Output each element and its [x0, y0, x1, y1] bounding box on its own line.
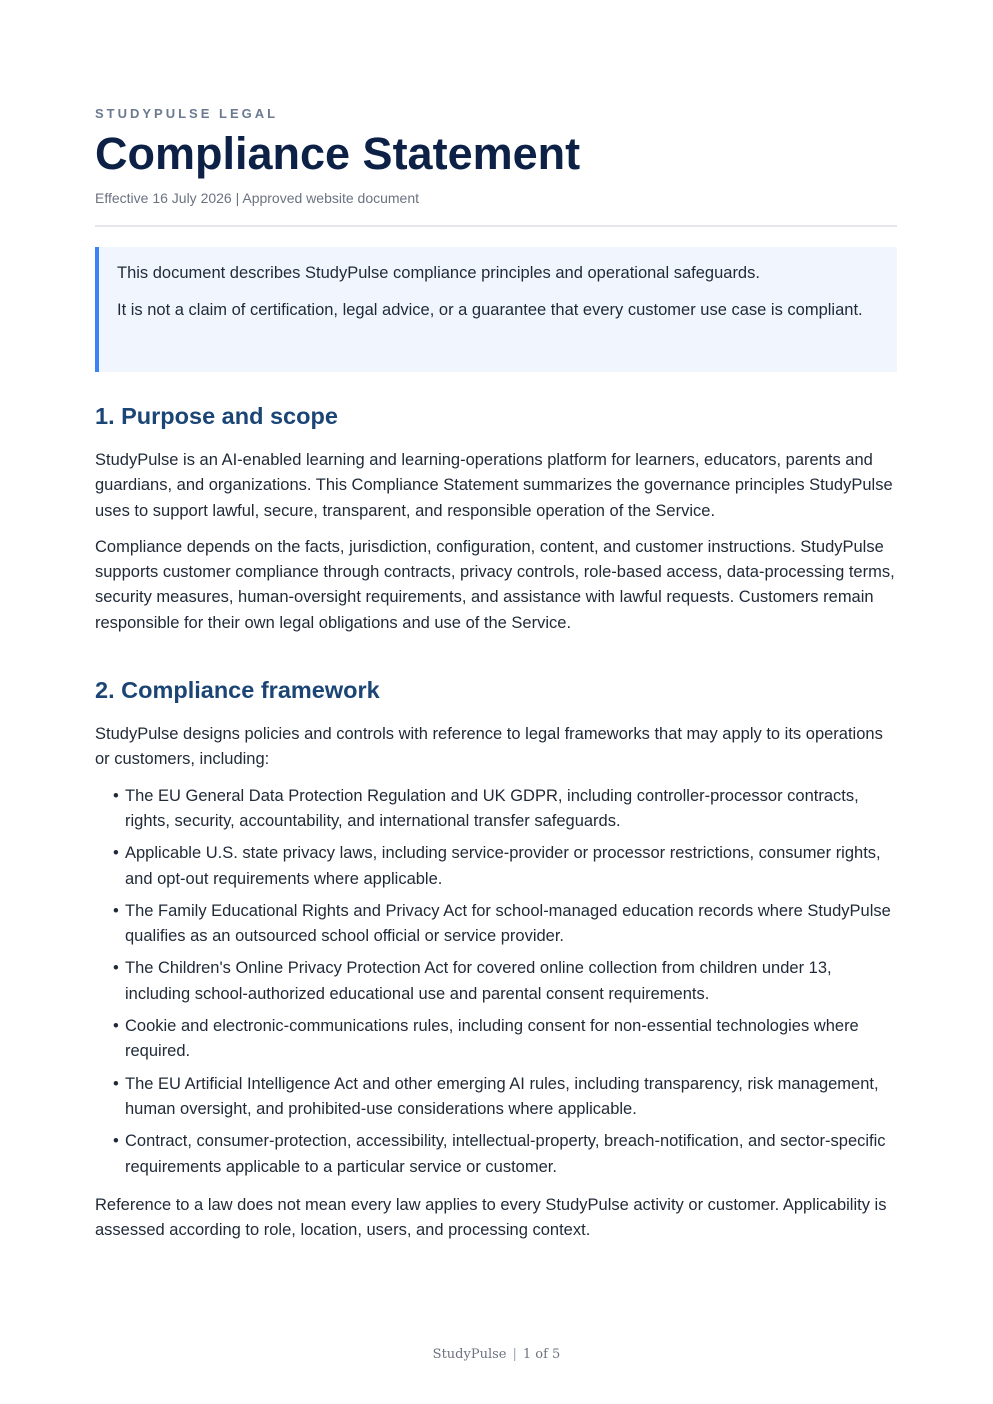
list-item-text: The EU General Data Protection Regulation and UK GDPR, including controller-processor contracts, rights, security, accountability, and international transfer safeguards.: [125, 786, 859, 830]
section-intro: StudyPulse designs policies and controls with reference to legal frameworks that may apply to its operations or customers, including:: [95, 725, 883, 769]
document-eyebrow: STUDYPULSE LEGAL: [95, 106, 279, 121]
list-item: [113, 1014, 897, 1065]
list-item-text: The Family Educational Rights and Privacy Act for school-managed education records where StudyPulse qualifies as an outsourced school official or service provider.: [125, 901, 891, 946]
section-purpose-and-scope: [95, 398, 897, 636]
list-item-text: The EU Artificial Intelligence Act and other emerging AI rules, including transparency, risk management, human oversight, and prohibited-use considerations where applicable.: [125, 1074, 879, 1118]
bullet-icon: •: [113, 1017, 119, 1036]
list-item: [113, 956, 897, 1007]
page-footer: [0, 1347, 993, 1362]
callout-paragraph: This document describes StudyPulse compliance principles and operational safeguards.: [117, 264, 760, 282]
list-item: [113, 899, 897, 950]
bullet-icon: •: [113, 1132, 119, 1151]
document-body: [95, 398, 897, 1254]
bullet-icon: •: [113, 901, 119, 920]
section-heading: 1. Purpose and scope: [95, 403, 338, 429]
bullet-icon: •: [113, 959, 119, 978]
section-paragraph: StudyPulse is an AI-enabled learning and learning-operations platform for learners, educators, parents and guardians, and organizations. This Compliance Statement summarizes the governance principles StudyPulse uses to support lawful, secure, transparent, and responsible operation of the Service.: [95, 451, 893, 520]
page-title: Compliance Statement: [95, 128, 581, 179]
page-number: 1 of 5: [522, 1347, 561, 1362]
footer-separator: |: [512, 1347, 517, 1362]
section-closing: Reference to a law does not mean every law applies to every StudyPulse activity or customer. Applicability is assessed according to role, location, users, and processing context.: [95, 1195, 887, 1240]
list-item: [113, 841, 897, 892]
list-item: [113, 1072, 897, 1123]
section-compliance-framework: [95, 672, 897, 1243]
document-meta: Effective 16 July 2026 | Approved website document: [95, 190, 420, 206]
bullet-icon: •: [113, 786, 119, 805]
section-paragraph: Compliance depends on the facts, jurisdiction, configuration, content, and customer instructions. StudyPulse supports customer compliance through contracts, privacy controls, role-based access, data-processing terms, security measures, human-oversight requirements, and assistance with lawful requests. Customers remain responsible for their own legal obligations and use of the Service.: [95, 537, 895, 632]
bullet-icon: •: [113, 1074, 119, 1093]
bullet-icon: •: [113, 844, 119, 863]
callout-paragraph: It is not a claim of certification, legal advice, or a guarantee that every customer use case is compliant.: [117, 301, 863, 319]
list-item: [113, 784, 897, 835]
footer-brand: StudyPulse: [432, 1347, 507, 1362]
section-heading: 2. Compliance framework: [95, 677, 380, 704]
list-item-text: Contract, consumer-protection, accessibility, intellectual-property, breach-notification, and sector-specific requirements applicable to a particular service or customer.: [125, 1132, 886, 1176]
disclaimer-callout: [95, 247, 897, 372]
framework-list: [95, 784, 897, 1180]
list-item-text: Applicable U.S. state privacy laws, including service-provider or processor restrictions, consumer rights, and opt-out requirements where applicable.: [125, 844, 881, 888]
list-item-text: The Children's Online Privacy Protection Act for covered online collection from children under 13, including school-authorized educational use and parental consent requirements.: [125, 959, 832, 1003]
list-item: [113, 1129, 897, 1180]
header-divider: [95, 225, 897, 227]
list-item-text: Cookie and electronic-communications rules, including consent for non-essential technologies where required.: [125, 1017, 859, 1061]
